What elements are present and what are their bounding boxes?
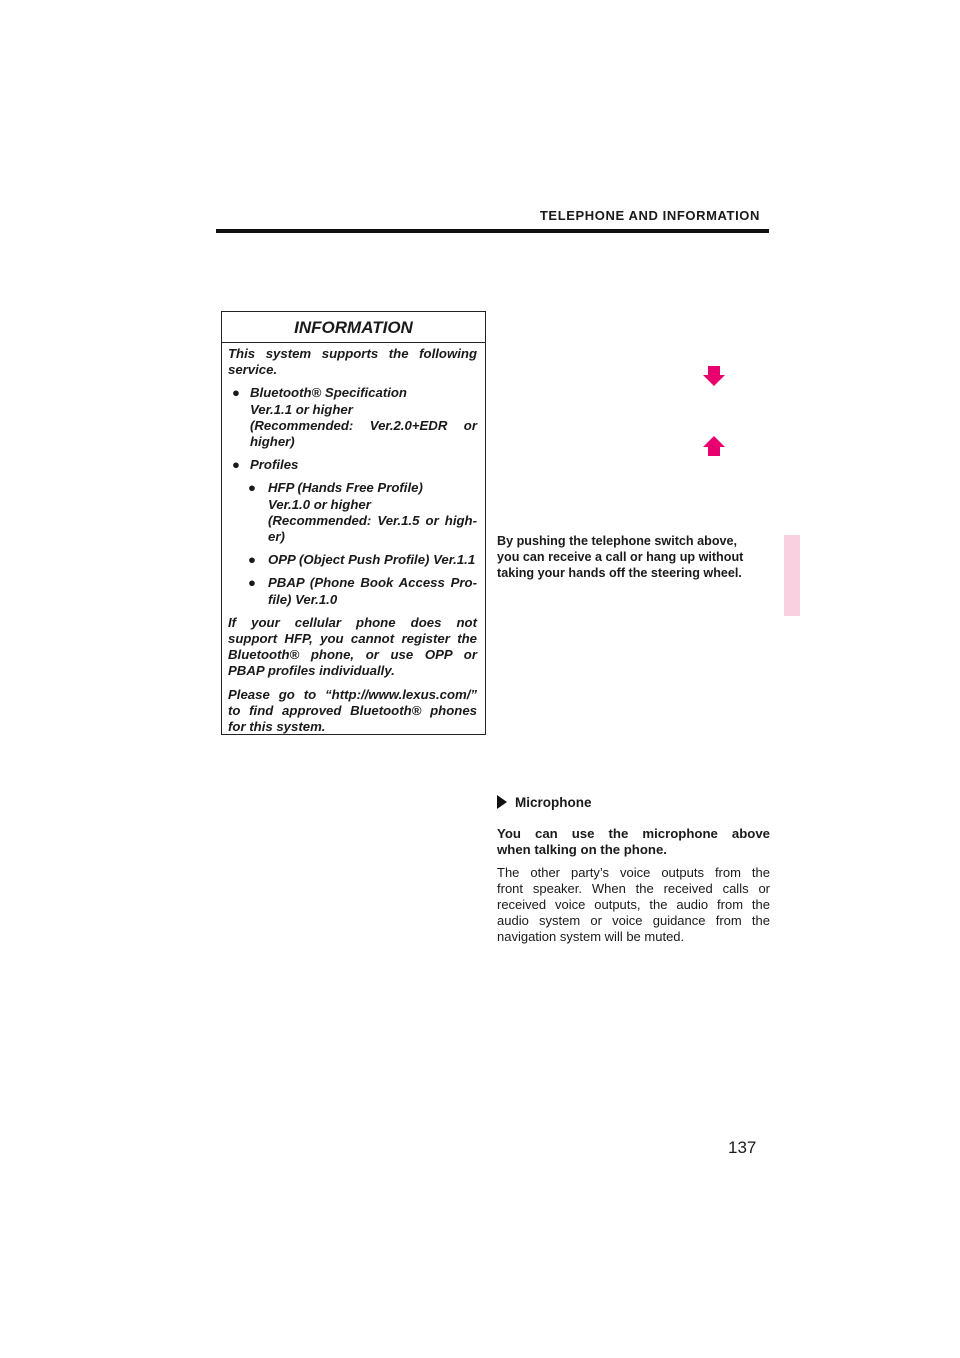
pbap-version: file) Ver.1.0 — [268, 591, 338, 607]
hfp-note-line: PBAP profiles individually. — [228, 663, 395, 679]
pbap-item — [228, 575, 477, 607]
information-box — [221, 311, 486, 735]
hfp-name: HFP (Hands Free Profile) — [268, 480, 423, 496]
hfp-recommended-line: (Recommended: Ver.1.5 or high- — [268, 512, 477, 528]
section-title: TELEPHONE AND INFORMATION — [539, 208, 760, 223]
bluetooth-version-line: Ver.1.1 or higher — [250, 401, 353, 417]
paragraph-line: when talking on the phone. — [497, 842, 667, 857]
hfp-version: Ver.1.0 or higher — [268, 496, 371, 512]
header-rule — [216, 229, 769, 233]
hfp-note-line: support HFP, you cannot register the — [228, 631, 477, 647]
url-note-line: for this system. — [228, 719, 326, 735]
hfp-recommended-end: er) — [268, 529, 285, 545]
profiles-item — [228, 457, 477, 473]
paragraph-line: front speaker. When the received calls or — [497, 881, 770, 896]
bluetooth-recommended-end: higher) — [250, 434, 295, 450]
bullet-icon: ● — [248, 575, 256, 591]
paragraph-line: By pushing the telephone switch above, — [497, 534, 738, 548]
hfp-note — [228, 615, 477, 680]
bluetooth-spec-item — [228, 385, 477, 450]
url-note — [228, 687, 477, 736]
information-body — [228, 346, 477, 742]
hfp-note-line: If your cellular phone does not — [228, 614, 477, 630]
bullet-icon: ● — [232, 457, 240, 473]
page-number: 137 — [728, 1138, 757, 1157]
paragraph-line: You can use the microphone above — [497, 826, 770, 841]
hfp-note-line: Bluetooth® phone, or use OPP or — [228, 647, 477, 663]
microphone-paragraph — [497, 826, 770, 858]
triangle-bullet-icon — [497, 795, 507, 809]
paragraph-line: taking your hands off the steering wheel. — [497, 566, 742, 580]
information-heading: INFORMATION — [222, 312, 485, 343]
paragraph-line: received voice outputs, the audio from the — [497, 897, 770, 912]
paragraph-line: The other party’s voice outputs from the — [497, 865, 770, 880]
bluetooth-spec-line: Bluetooth® Specification — [250, 385, 407, 401]
url-note-line: to find approved Bluetooth® phones — [228, 702, 477, 718]
profiles-label: Profiles — [250, 457, 299, 473]
hfp-item — [228, 480, 477, 545]
paragraph-line: navigation system will be muted. — [497, 929, 685, 944]
voice-output-paragraph — [497, 865, 770, 945]
pbap-name: PBAP (Phone Book Access Pro- — [268, 575, 477, 591]
url-note-line: Please go to “http://www.lexus.com/” — [228, 686, 477, 702]
bullet-icon: ● — [248, 552, 256, 568]
receive-call-arrow-icon — [703, 366, 725, 386]
hang-up-arrow-icon — [703, 436, 725, 456]
paragraph-line: you can receive a call or hang up without — [497, 550, 744, 564]
chapter-tab — [784, 535, 800, 616]
opp-text: OPP (Object Push Profile) Ver.1.1 — [268, 552, 476, 568]
bluetooth-recommended-line: (Recommended: Ver.2.0+EDR or — [250, 417, 477, 433]
bullet-icon: ● — [248, 480, 256, 496]
opp-item — [228, 552, 477, 568]
paragraph-line: audio system or voice guidance from the — [497, 913, 770, 928]
microphone-heading — [497, 795, 592, 810]
bullet-icon: ● — [232, 385, 240, 401]
telephone-switch-paragraph — [497, 533, 770, 581]
intro-text: This system supports the following service. — [228, 346, 477, 378]
microphone-heading-text: Microphone — [515, 795, 592, 810]
